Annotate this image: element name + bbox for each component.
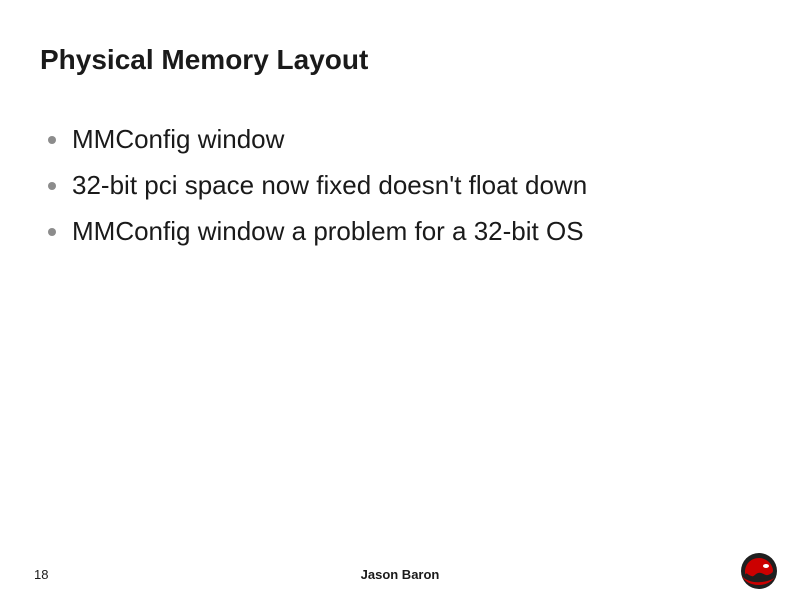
footer-author: Jason Baron: [360, 567, 440, 582]
red-hat-logo-icon: [738, 552, 780, 590]
bullet-item: [48, 162, 587, 208]
bullet-text: 32-bit pci space now fixed doesn't float down: [72, 169, 588, 200]
bullet-list: [48, 116, 587, 254]
bullet-item: [48, 116, 587, 162]
bullet-dot-icon: [48, 136, 56, 144]
bullet-item: [48, 208, 587, 254]
bullet-text: MMConfig window: [72, 123, 285, 154]
page-number: 18: [34, 567, 49, 582]
bullet-dot-icon: [48, 182, 56, 190]
bullet-dot-icon: [48, 228, 56, 236]
slide-title: Physical Memory Layout: [40, 44, 369, 75]
bullet-text: MMConfig window a problem for a 32-bit OS: [72, 215, 584, 246]
